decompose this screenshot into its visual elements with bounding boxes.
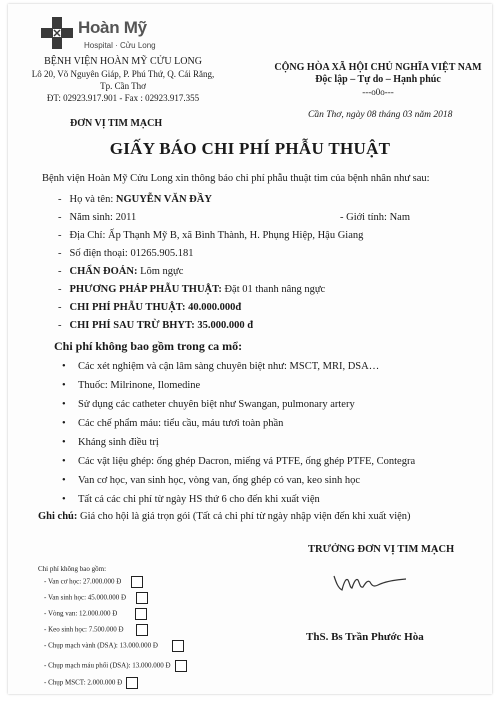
excluded-costs-heading: Chi phí không bao gồm trong ca mổ: [54, 339, 243, 353]
document-date: Cần Thơ, ngày 08 tháng 03 năm 2018 [308, 110, 453, 120]
nation-header [258, 62, 492, 98]
patient-birth-line: - Năm sinh: 2011 - Giới tính: Nam [58, 212, 411, 223]
patient-address: Địa Chỉ: Ấp Thạnh Mỹ B, xã Bình Thành, H. Phụng Hiệp, Hậu Giang [69, 230, 364, 241]
method-value: Đặt 01 thanh nâng ngực [224, 284, 326, 295]
checklist-item [44, 576, 143, 588]
motto-divider: ---o0o--- [362, 87, 394, 97]
patient-phone: Số điện thoại: 01265.905.181 [69, 248, 194, 259]
logo-name: Hoàn Mỹ [78, 18, 147, 37]
excluded-item: • Các vật liệu ghép: ống ghép Dacron, miếng vá PTFE, ống ghép PTFE, Contegra [78, 456, 415, 467]
checklist-item-label: - Van sinh học: 45.000.000 Đ [44, 593, 127, 602]
excluded-item: • Van cơ học, van sinh học, vòng van, ống ghép có van, keo sinh học [78, 475, 360, 486]
checklist-item-label: - Chụp mạch máu phổi (DSA): 13.000.000 Đ [44, 661, 171, 670]
cost-line: - CHI PHÍ PHẪU THUẬT: 40.000.000đ [58, 302, 242, 313]
excluded-item: • Kháng sinh điều trị [78, 437, 159, 448]
checklist-item-label: - Vòng van: 12.000.000 Đ [44, 609, 118, 618]
department-name: ĐƠN VỊ TIM MẠCH [70, 118, 163, 129]
checklist-checkbox[interactable] [131, 576, 143, 588]
hospital-phone-fax: ĐT: 02923.917.901 - Fax : 02923.917.355 [46, 93, 200, 103]
method-line: - PHƯƠNG PHÁP PHẪU THUẬT: Đặt 01 thanh nâng ngực [58, 284, 326, 295]
cost-after-insurance-line: - CHI PHÍ SAU TRỪ BHYT: 35.000.000 đ [58, 320, 254, 331]
excluded-item: • Sử dụng các catheter chuyên biệt như Swangan, pulmonary artery [78, 399, 355, 410]
excluded-item: • Các chế phẩm máu: tiểu cầu, máu tươi toàn phần [78, 418, 283, 429]
excluded-item: • Tất cả các chi phí từ ngày HS thứ 6 cho đến khi xuất viện [78, 494, 320, 505]
patient-gender: - Giới tính: Nam [340, 212, 411, 223]
hospital-info [8, 56, 238, 104]
hospital-name: BỆNH VIỆN HOÀN MỸ CỬU LONG [44, 56, 202, 67]
checklist-item-label: - Van cơ học: 27.000.000 Đ [44, 577, 122, 586]
nation-motto: Độc lập – Tự do – Hạnh phúc [315, 74, 441, 85]
patient-address-line: - Địa Chỉ: Ấp Thạnh Mỹ B, xã Bình Thành, H. Phụng Hiệp, Hậu Giang [58, 230, 364, 241]
document-page [8, 4, 492, 694]
checklist-item [44, 640, 184, 652]
checklist-item [44, 677, 138, 689]
note-line [38, 511, 411, 522]
method-label: PHƯƠNG PHÁP PHẪU THUẬT: [69, 284, 225, 295]
checklist-checkbox[interactable] [136, 624, 148, 636]
patient-birth: Năm sinh: 2011 [69, 212, 137, 223]
patient-name-line: - Họ và tên: NGUYỄN VĂN ĐẦY [58, 194, 212, 205]
note-text: Giá cho hội là giá trọn gói (Tất cả chi phí từ ngày nhập viện đến khi xuất viện) [80, 511, 411, 522]
checklist-item [44, 624, 148, 636]
checklist-checkbox[interactable] [172, 640, 184, 652]
hospital-address-2: Tp. Cần Thơ [100, 81, 146, 91]
document-title: GIẤY BÁO CHI PHÍ PHẪU THUẬT [109, 139, 391, 158]
intro-text: Bệnh viện Hoàn Mỹ Cửu Long xin thông báo chi phí phẫu thuật tim của bệnh nhân như sau: [42, 173, 430, 184]
checklist-item [44, 608, 147, 620]
surgery-cost: CHI PHÍ PHẪU THUẬT: 40.000.000đ [69, 302, 242, 313]
excluded-item: • Thuốc: Milrinone, Ilomedine [78, 380, 200, 391]
checklist-item-label: - Chụp mạch vành (DSA): 13.000.000 Đ [44, 641, 158, 650]
hospital-cross-icon [40, 16, 74, 50]
checklist-checkbox[interactable] [175, 660, 187, 672]
checklist-checkbox[interactable] [136, 592, 148, 604]
patient-phone-line: - Số điện thoại: 01265.905.181 [58, 248, 194, 259]
signer-name: ThS. Bs Trần Phước Hòa [306, 631, 424, 643]
checklist-item-label: - Chụp MSCT: 2.000.000 Đ [44, 678, 123, 687]
handwritten-signature-icon [330, 570, 410, 594]
diagnosis-value: Lõm ngực [140, 266, 184, 277]
logo-subtitle: Hospital · Cửu Long [84, 41, 156, 50]
patient-name-label: Họ và tên: [69, 194, 116, 205]
checklist-checkbox[interactable] [135, 608, 147, 620]
checklist-item [44, 592, 148, 604]
diagnosis-label: CHẨN ĐOÁN: [69, 266, 141, 277]
hospital-logo [36, 14, 186, 54]
hospital-address-1: Lô 20, Võ Nguyên Giáp, P. Phú Thứ, Q. Cái Răng, [31, 69, 215, 79]
signature-title: TRƯỞNG ĐƠN VỊ TIM MẠCH [308, 544, 455, 555]
checklist-title: Chi phí không bao gồm: [38, 565, 107, 573]
diagnosis-line: - CHẨN ĐOÁN: Lõm ngực [58, 266, 184, 277]
checklist-item [44, 660, 187, 672]
excluded-item: • Các xét nghiệm và cận lâm sàng chuyên biệt như: MSCT, MRI, DSA… [78, 361, 379, 372]
note-label: Ghi chú: [38, 511, 81, 522]
patient-name: NGUYỄN VĂN ĐẦY [115, 194, 212, 205]
cost-after-insurance: CHI PHÍ SAU TRỪ BHYT: 35.000.000 đ [69, 320, 254, 331]
checklist-checkbox[interactable] [126, 677, 138, 689]
nation-name: CỘNG HÒA XÃ HỘI CHỦ NGHĨA VIỆT NAM [274, 62, 482, 73]
checklist-item-label: - Keo sinh học: 7.500.000 Đ [44, 625, 124, 634]
